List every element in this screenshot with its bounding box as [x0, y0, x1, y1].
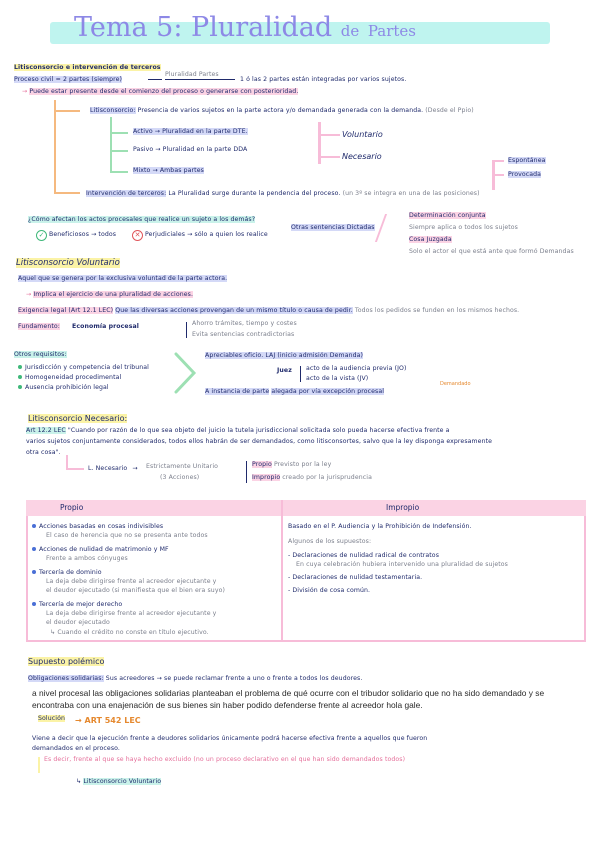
section-heading-supuesto: Supuesto polémico	[28, 657, 105, 666]
implica: → Implica el ejercicio de una pluralidad de acciones.	[26, 291, 194, 298]
l-necesario-connector	[66, 468, 84, 470]
litis-branch	[110, 171, 128, 173]
obligaciones-solidarias: Obligaciones solidarias: Sus acreedores → se puede reclamar frente a uno o frente a todos los deudores.	[28, 675, 363, 682]
propio-item-desc: Frente a ambos cónyuges	[46, 555, 128, 562]
requisito-item: Jurisdicción y competencia del tribunal	[18, 364, 149, 371]
demandado-tag: Demandado	[440, 381, 471, 387]
perjudiciales: Perjudiciales → sólo a quien los realice	[145, 231, 268, 238]
requisito-item: Homogeneidad procedimental	[18, 374, 121, 381]
quote-line: otra cosa".	[26, 449, 61, 456]
intervencion-terceros: Intervención de terceros: La Pluralidad surge durante la pendencia del proceso. (un 3º se integra en una de las posiciones)	[86, 190, 480, 197]
cross-icon: ✕	[132, 230, 143, 241]
otras-sentencias: Otras sentencias Dictadas	[291, 224, 375, 231]
voluntario: Voluntario	[342, 130, 383, 139]
pluralidad-desc: 1 ó las 2 partes están integradas por varios sujetos.	[240, 76, 407, 83]
plain-text: a nivel procesal las obligaciones solidarias planteaban el problema de qué ocurre con el tribudor solidario que no ha sido demandado y se	[32, 688, 545, 698]
art-12-2-quote: Art 12.2 LEC "Cuando por razón de lo que sea objeto del juicio la tutela jurisdiccional solicitada solo pueda hacerse efectiva frente a	[26, 427, 450, 434]
provocada: Provocada	[508, 171, 542, 178]
table-header-impropio: Impropio	[386, 503, 420, 512]
proceso-civil: Proceso civil = 2 partes (siempre)	[14, 76, 123, 83]
brace-branch	[318, 156, 340, 158]
l-necesario-connector	[66, 455, 68, 469]
table-header-propio: Propio	[60, 503, 84, 512]
propio-item-desc: La deja debe dirigirse frente al acreedor ejecutante y	[46, 610, 217, 617]
pluralidad-partes-label: Pluralidad Partes	[165, 71, 219, 78]
cosa-juzgada-desc: Solo el actor el que está ante que formó Demandas	[409, 248, 574, 255]
chevron-brace-icon	[174, 352, 198, 394]
juez-audiencia: acto de la audiencia previa (JO)	[306, 365, 407, 372]
section-heading-litisconsorcio: Litisconsorcio e intervención de terceros	[14, 64, 161, 71]
table-header-bg	[26, 500, 586, 516]
unitario-brace	[246, 461, 247, 483]
propio-item-desc: el deudor ejecutado (si manifiesta que el bien era suyo)	[46, 587, 225, 594]
instancia-parte: A instancia de parte alegada por vía excepción procesal	[205, 388, 385, 395]
section-heading-necesario: Litisconsorcio Necesario:	[28, 414, 128, 423]
juez-label: Juez	[277, 367, 292, 374]
section-heading-voluntario: Litisconsorcio Voluntario	[16, 258, 120, 268]
propio-item-desc: La deja debe dirigirse frente al acreedor ejecutante y	[46, 578, 217, 585]
impropio-item: - División de cosa común.	[288, 587, 371, 594]
propio-short: Propio Previsto por la ley	[252, 461, 332, 468]
tree-branch	[54, 110, 80, 112]
espontanea: Espontánea	[508, 157, 546, 164]
arrow-line	[148, 79, 162, 80]
otros-requisitos: Otros requisitos:	[14, 351, 67, 358]
viene-a-decir: Viene a decir que la ejecución frente a deudores solidarios únicamente podrá hacerse efectiva frente a aquellos que fueron	[32, 735, 428, 742]
check-icon: ✓	[36, 230, 47, 241]
tres-acciones: (3 Acciones)	[160, 474, 200, 481]
determinacion-label: Determinación conjunta	[409, 212, 486, 219]
fundamento-brace	[186, 322, 187, 338]
propio-item-desc: El caso de herencia que no se presenta ante todos	[46, 532, 208, 539]
litis-branch-vertical	[110, 117, 112, 173]
impropio-ejemplos: Algunos de los supuestos:	[288, 538, 372, 545]
propio-item: Acciones de nulidad de matrimonio y MF	[32, 546, 169, 553]
litis-voluntario-final: ↳ Litisconsorcio Voluntario	[76, 778, 162, 785]
cosa-juzgada-label: Cosa Juzgada	[409, 236, 452, 243]
impropio-item: - Declaraciones de nulidad radical de contratos	[288, 552, 440, 559]
impropio-short: Impropio creado por la jurisprudencia	[252, 474, 372, 481]
propio-item: Tercería de dominio	[32, 569, 102, 576]
brace-branch	[492, 160, 504, 162]
juez-brace	[300, 366, 301, 382]
puede-estar: → Puede estar presente desde el comienzo del proceso o generarse con posterioridad.	[22, 88, 299, 95]
propio-item-desc: el deudor ejecutado	[46, 619, 110, 626]
brace-otras	[375, 214, 387, 242]
impropio-intro: Basado en el P. Audiencia y la Prohibición de Indefensión.	[288, 523, 472, 530]
litis-branch	[110, 132, 128, 134]
impropio-item-desc: En cuya celebración hubiera intervenido una pluralidad de sujetos	[296, 561, 509, 568]
art-542: → ART 542 LEC	[75, 716, 141, 725]
aquel: Aquel que se genera por la exclusiva voluntad de la parte actora.	[18, 275, 228, 282]
es-decir-connector	[38, 757, 40, 773]
impropio-item: - Declaraciones de nulidad testamentaria.	[288, 574, 423, 581]
propio-extra: ↳ Cuando el crédito no conste en título ejecutivo.	[50, 629, 209, 636]
propio-impropio-table	[26, 500, 586, 642]
propio-item: Tercería de mejor derecho	[32, 601, 122, 608]
tree-vertical	[54, 100, 56, 194]
es-decir: Es decir, frente al que se haya hecho excluido (no un proceso declarativo en el que han sido demandados todos)	[44, 756, 406, 763]
ahorro: Ahorro trámites, tiempo y costes	[192, 320, 297, 327]
pasivo: Pasivo → Pluralidad en la parte DDA	[133, 146, 248, 153]
arrow-line	[165, 79, 235, 80]
propio-item: Acciones basadas en cosas indivisibles	[32, 523, 163, 530]
l-necesario-label: L. Necesario →	[88, 465, 138, 472]
apreciables: Apreciables oficio. LAJ (inicio admisión Demanda)	[205, 352, 364, 359]
exigencia: Exigencia legal (Art 12.1 LEC) Que las diversas acciones provengan de un mismo título o causa de pedir. Todos los pedidos se funden en los mismos hechos.	[18, 307, 520, 314]
tree-branch	[54, 192, 80, 194]
activo: Activo → Pluralidad en la parte DTE.	[133, 128, 248, 135]
solucion-label: Solución	[38, 715, 65, 722]
determinacion-desc: Siempre aplica o todos los sujetos	[409, 224, 518, 231]
brace-branch	[492, 174, 504, 176]
estrictamente-unitario: Estrictamente Unitario	[146, 463, 219, 470]
necesario: Necesario	[342, 152, 382, 161]
juez-vista: acto de la vista (JV)	[306, 375, 369, 382]
table-divider	[281, 500, 283, 642]
viene-a-decir: demandados en el proceso.	[32, 745, 120, 752]
litis-branch	[110, 150, 128, 152]
litisconsorcio-def: Litisconsorcio: Presencia de varios sujetos en la parte actora y/o demandada generada con la demanda. (Desde el Ppio)	[90, 107, 474, 114]
requisito-item: Ausencia prohibición legal	[18, 384, 109, 391]
beneficiosos: Beneficiosos → todos	[49, 231, 117, 238]
plain-text: encontraba con una enajenación de sus bienes sin haber podido defenderse frente al acreedor hola gale.	[32, 700, 423, 710]
brace-branch	[318, 134, 340, 136]
page-title: Tema 5: Pluralidad de Partes	[74, 12, 416, 43]
mixto: Mixto → Ambas partes	[133, 167, 204, 174]
fundamento: Fundamento: Economía procesal	[18, 323, 139, 330]
quote-line: varios sujetos conjuntamente considerados, todos ellos habrán de ser demandados, como litisconsortes, salvo que la ley disponga expresamente	[26, 438, 493, 445]
evita: Evita sentencias contradictorias	[192, 331, 295, 338]
pregunta: ¿Cómo afectan los actos procesales que realice un sujeto a los demás?	[28, 216, 256, 223]
